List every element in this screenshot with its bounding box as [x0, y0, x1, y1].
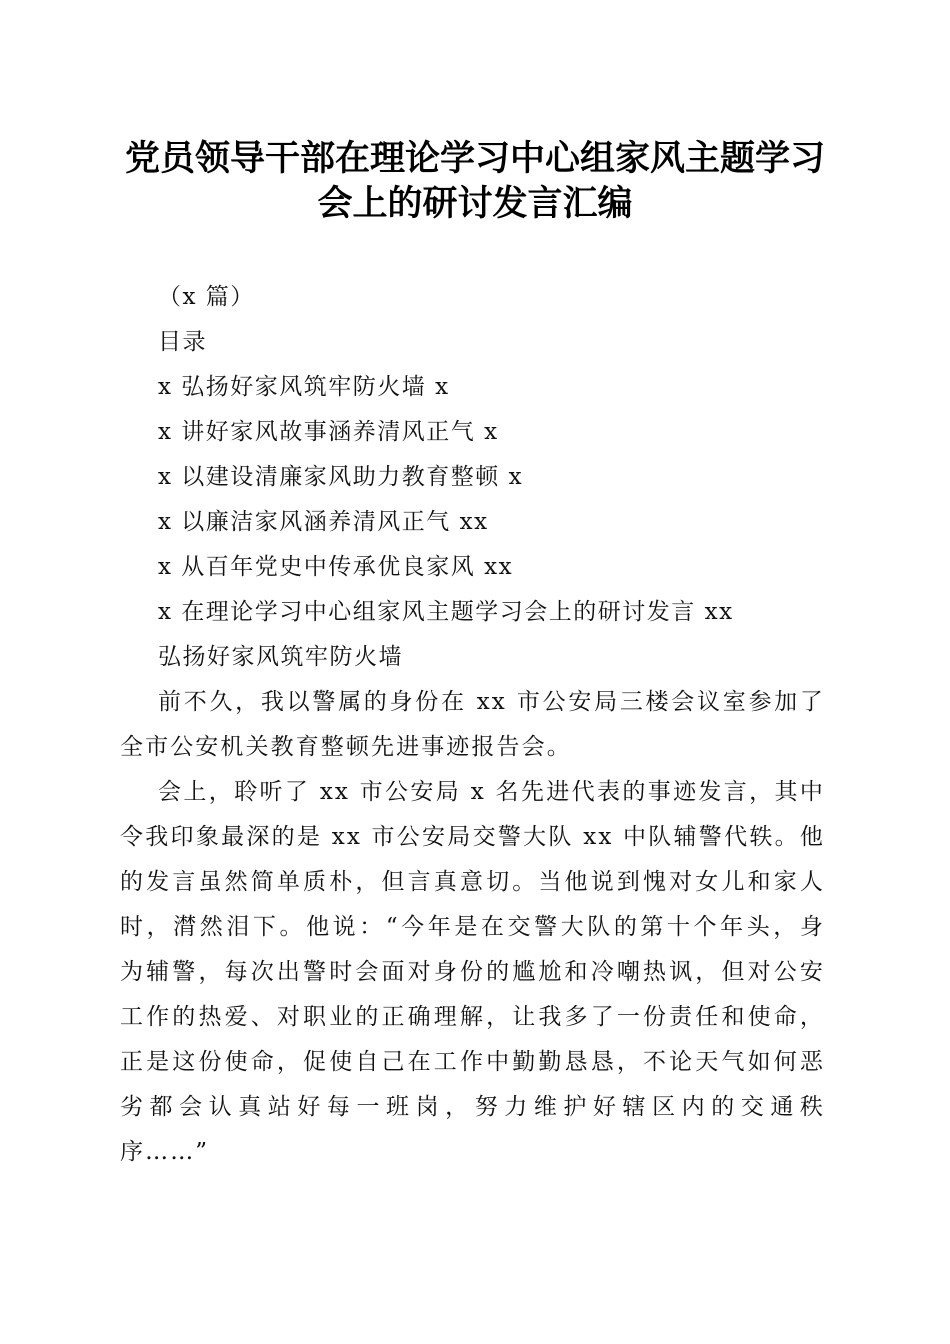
- toc-item: x 以廉洁家风涵养清风正气 xx: [158, 509, 489, 535]
- title-line-2: 会上的研讨发言汇编: [317, 183, 633, 224]
- paragraph-line: 会上，聆听了 xx 市公安局 x 名先进代表的事迹发言，其中: [158, 779, 825, 805]
- paragraph-line: 劣都会认真站好每一班岗，努力维护好辖区内的交通秩: [120, 1094, 825, 1120]
- paragraph-line: 时，潸然泪下。他说：“今年是在交警大队的第十个年头，身: [120, 914, 825, 940]
- paragraph-2: [120, 770, 825, 1175]
- paragraph-line: 正是这份使命，促使自己在工作中勤勤恳恳，不论天气如何恶: [120, 1049, 825, 1075]
- count-note: （x 篇）: [158, 284, 255, 310]
- title-line-1: 党员领导干部在理论学习中心组家风主题学习: [124, 138, 825, 179]
- paragraph-line: 为辅警，每次出警时会面对身份的尴尬和冷嘲热讽，但对公安: [120, 959, 825, 985]
- paragraph-line: 令我印象最深的是 xx 市公安局交警大队 xx 中队辅警代轶。他: [120, 824, 825, 850]
- toc-heading: 目录: [158, 329, 207, 355]
- paragraph-line: 的发言虽然简单质朴，但言真意切。当他说到愧对女儿和家人: [120, 869, 825, 895]
- paragraph-line: 前不久，我以警属的身份在 xx 市公安局三楼会议室参加了: [158, 689, 825, 715]
- toc-item: x 从百年党史中传承优良家风 xx: [158, 554, 514, 580]
- document-title: [100, 136, 850, 226]
- paragraph-1: [120, 680, 825, 770]
- paragraph-line: 工作的热爱、对职业的正确理解，让我多了一份责任和使命，: [120, 1004, 825, 1030]
- document-body: [120, 275, 825, 1175]
- toc-item: x 在理论学习中心组家风主题学习会上的研讨发言 xx: [158, 599, 734, 625]
- paragraph-line: 序……”: [120, 1139, 210, 1165]
- toc-item: x 以建设清廉家风助力教育整顿 x: [158, 464, 524, 490]
- paragraph-line: 全市公安机关教育整顿先进事迹报告会。: [120, 734, 572, 760]
- toc-item: x 讲好家风故事涵养清风正气 x: [158, 419, 499, 445]
- toc-item: x 弘扬好家风筑牢防火墙 x: [158, 374, 450, 400]
- section-title: 弘扬好家风筑牢防火墙: [158, 644, 403, 670]
